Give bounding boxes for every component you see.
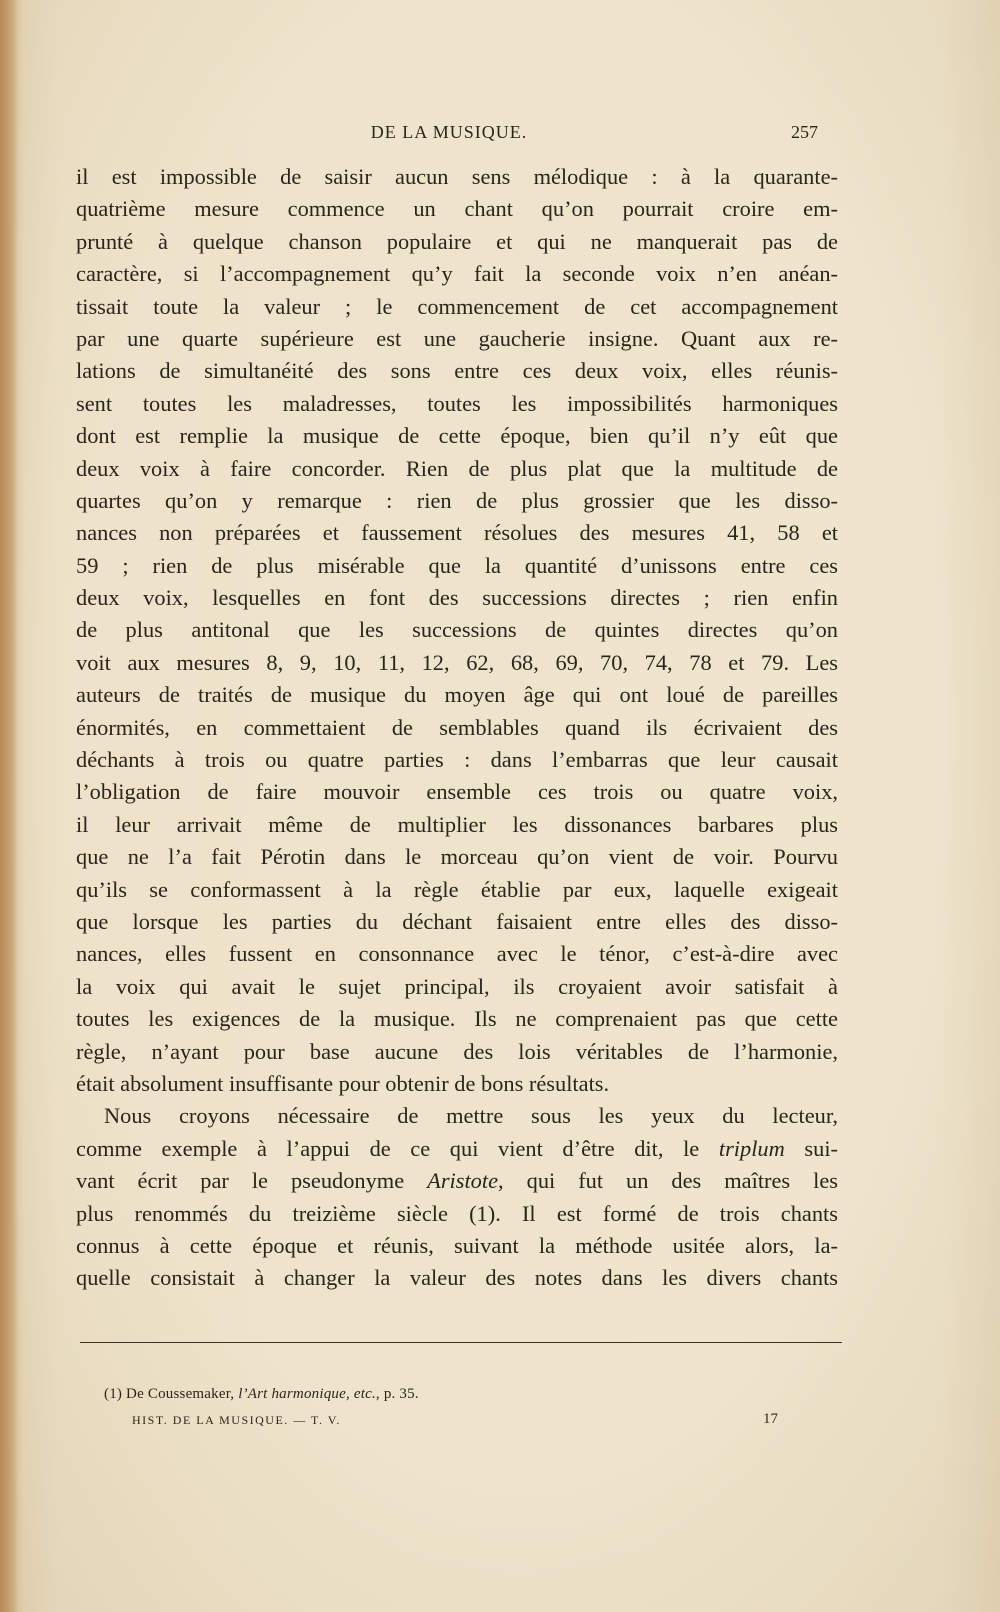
text-line: deux voix, lesquelles en font des successions directes ; rien enfin — [76, 585, 838, 611]
italic-name-aristote: Aristote — [427, 1168, 499, 1194]
footnote-rest: , p. 35. — [375, 1386, 419, 1402]
text-line: règle, n’ayant pour base aucune des lois véritables de l’harmonie, — [76, 1038, 838, 1064]
text-line: déchants à trois ou quatre parties : dans l’embarras que leur causait — [76, 747, 838, 773]
footnote-marker: (1) — [104, 1386, 123, 1402]
text-line: il est impossible de saisir aucun sens mélodique : à la quarante- — [76, 164, 838, 189]
paragraph-2 — [76, 1100, 838, 1294]
page-spine-edge — [0, 0, 18, 1612]
text-line — [76, 1165, 838, 1197]
text-line: qu’ils se conformassent à la règle établie par eux, laquelle exigeait — [76, 876, 838, 902]
text-line — [76, 1133, 838, 1165]
text-line: que ne l’a fait Pérotin dans le morceau qu’on vient de voir. Pourvu — [76, 844, 838, 870]
text-line: caractère, si l’accompagnement qu’y fait la seconde voix n’en anéan- — [76, 261, 838, 287]
text-line: par une quarte supérieure est une gaucherie insigne. Quant aux re- — [76, 325, 838, 351]
text-line: sent toutes les maladresses, toutes les impossibilités harmoniques — [76, 390, 838, 416]
text-run: , qui fut un des maîtres les — [498, 1168, 838, 1194]
text-line: quartes qu’on y remarque : rien de plus grossier que les disso- — [76, 487, 838, 513]
page-header — [80, 120, 818, 148]
text-line: plus renommés du treizième siècle (1). Il est formé de trois chants — [76, 1200, 838, 1226]
text-line: l’obligation de faire mouvoir ensemble ces trois ou quatre voix, — [76, 779, 838, 805]
footnote — [104, 1386, 419, 1403]
running-title: DE LA MUSIQUE. — [370, 122, 528, 142]
page-number: 257 — [791, 122, 818, 142]
text-line: nances non préparées et faussement résolues des mesures 41, 58 et — [76, 520, 838, 546]
italic-term-triplum: triplum — [718, 1135, 785, 1161]
text-run: vant écrit par le pseudonyme — [76, 1168, 428, 1194]
footnote-title: l’Art harmonique, etc. — [238, 1386, 376, 1402]
text-line: énormités, en commettaient de semblables quand ils écrivaient des — [76, 714, 838, 740]
body-text — [76, 161, 838, 1295]
text-line: que lorsque les parties du déchant faisaient entre elles des disso- — [76, 908, 838, 934]
footnote-rule — [80, 1342, 842, 1343]
signature-number: 17 — [763, 1411, 778, 1427]
text-line: prunté à quelque chanson populaire et qui ne manquerait pas de — [76, 228, 838, 254]
text-line: Nous croyons nécessaire de mettre sous les yeux du lecteur, — [104, 1103, 838, 1129]
text-line: connus à cette époque et réunis, suivant la méthode usitée alors, la- — [76, 1232, 838, 1258]
text-line: lations de simultanéité des sons entre ces deux voix, elles réunis- — [76, 358, 838, 384]
signature-text: HIST. DE LA MUSIQUE. — T. V. — [132, 1413, 341, 1427]
text-line: dont est remplie la musique de cette époque, bien qu’il n’y eût que — [76, 423, 838, 449]
text-line: toutes les exigences de la musique. Ils ne comprenaient pas que cette — [76, 1006, 838, 1032]
text-line: auteurs de traités de musique du moyen âge qui ont loué de pareilles — [76, 682, 838, 708]
text-line: voit aux mesures 8, 9, 10, 11, 12, 62, 68, 69, 70, 74, 78 et 79. Les — [76, 649, 838, 675]
text-line: de plus antitonal que les successions de quintes directes qu’on — [76, 617, 838, 643]
text-line: 59 ; rien de plus misérable que la quantité d’unissons entre ces — [76, 552, 838, 578]
text-line: nances, elles fussent en consonnance avec le ténor, c’est-à-dire avec — [76, 941, 838, 967]
text-line: était absolument insuffisante pour obtenir de bons résultats. — [76, 1070, 610, 1096]
text-line: quelle consistait à changer la valeur des notes dans les divers chants — [76, 1265, 838, 1291]
text-line: la voix qui avait le sujet principal, ils croyaient avoir satisfait à — [76, 973, 838, 999]
text-line: tissait toute la valeur ; le commencement de cet accompagnement — [76, 293, 838, 319]
text-line: quatrième mesure commence un chant qu’on pourrait croire em- — [76, 196, 838, 222]
text-run: sui- — [784, 1135, 838, 1161]
paragraph-1 — [76, 161, 838, 1100]
footnote-author: De Coussemaker, — [122, 1386, 239, 1402]
text-line: deux voix à faire concorder. Rien de plus plat que la multitude de — [76, 455, 838, 481]
text-line: il leur arrivait même de multiplier les dissonances barbares plus — [76, 811, 838, 837]
text-run: comme exemple à l’appui de ce qui vient d’être dit, le — [76, 1135, 719, 1161]
